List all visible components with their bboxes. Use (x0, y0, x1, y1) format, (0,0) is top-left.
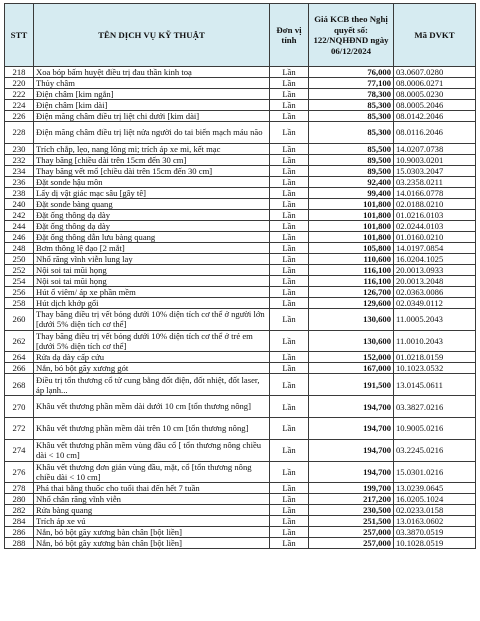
row-service-name: Nắn, bó bột gãy xương bàn chân [bột liền] (34, 527, 270, 538)
header-code: Mã DVKT (394, 4, 476, 67)
row-unit: Lần (270, 308, 309, 330)
table-row (5, 494, 476, 505)
row-service-name: Khâu vết thương phần mềm vùng đầu cổ [ tổn thương nông chiều dài < 10 cm] (34, 439, 270, 461)
row-price: 194,700 (309, 417, 394, 439)
table-row (5, 100, 476, 111)
row-service-name: Khâu vết thương đơn giản vùng đầu, mặt, cổ [tổn thương nông chiều dài < 10 cm] (34, 461, 270, 483)
row-code: 11.0010.2043 (394, 330, 476, 352)
row-code: 08.0005.2046 (394, 100, 476, 111)
row-price: 152,000 (309, 352, 394, 363)
table-row (5, 363, 476, 374)
row-unit: Lần (270, 297, 309, 308)
row-price: 110,600 (309, 253, 394, 264)
row-stt: 244 (5, 220, 34, 231)
row-code: 03.3870.0519 (394, 527, 476, 538)
row-unit: Lần (270, 516, 309, 527)
row-price: 129,600 (309, 297, 394, 308)
row-unit: Lần (270, 538, 309, 549)
row-service-name: Đặt ống thông dạ dày (34, 209, 270, 220)
row-service-name: Khâu vết thương phần mềm dài trên 10 cm [tổn thương nông] (34, 417, 270, 439)
row-unit: Lần (270, 363, 309, 374)
row-price: 101,800 (309, 220, 394, 231)
row-stt: 246 (5, 231, 34, 242)
table-row (5, 439, 476, 461)
row-price: 167,000 (309, 363, 394, 374)
row-unit: Lần (270, 527, 309, 538)
table-row (5, 527, 476, 538)
row-code: 15.0301.0216 (394, 461, 476, 483)
row-code: 03.2358.0211 (394, 176, 476, 187)
row-stt: 268 (5, 374, 34, 396)
row-unit: Lần (270, 242, 309, 253)
table-row (5, 297, 476, 308)
row-price: 85,300 (309, 100, 394, 111)
row-price: 251,500 (309, 516, 394, 527)
row-service-name: Bơm thông lệ đạo [2 mắt] (34, 242, 270, 253)
row-stt: 278 (5, 483, 34, 494)
row-code: 08.0142.2046 (394, 111, 476, 122)
row-unit: Lần (270, 176, 309, 187)
row-code: 14.0197.0854 (394, 242, 476, 253)
row-service-name: Phá thai bằng thuốc cho tuổi thai đến hết 7 tuần (34, 483, 270, 494)
row-code: 03.3827.0216 (394, 396, 476, 418)
table-row (5, 111, 476, 122)
row-unit: Lần (270, 111, 309, 122)
row-unit: Lần (270, 461, 309, 483)
row-stt: 274 (5, 439, 34, 461)
row-service-name: Đặt sonde hậu môn (34, 176, 270, 187)
row-code: 10.9005.0216 (394, 417, 476, 439)
row-stt: 256 (5, 286, 34, 297)
table-row (5, 89, 476, 100)
row-price: 217,200 (309, 494, 394, 505)
row-unit: Lần (270, 154, 309, 165)
row-code: 02.0349.0112 (394, 297, 476, 308)
table-row (5, 122, 476, 144)
header-price: Giá KCB theo Nghị quyết số: 122/NQHĐND ngày 06/12/2024 (309, 4, 394, 67)
row-price: 105,800 (309, 242, 394, 253)
row-stt: 254 (5, 275, 34, 286)
row-code: 13.0163.0602 (394, 516, 476, 527)
row-service-name: Nội soi tai mũi họng (34, 264, 270, 275)
row-stt: 270 (5, 396, 34, 418)
table-row (5, 154, 476, 165)
row-unit: Lần (270, 122, 309, 144)
table-row (5, 198, 476, 209)
table-body (5, 67, 476, 549)
row-stt: 228 (5, 122, 34, 144)
row-stt: 258 (5, 297, 34, 308)
row-unit: Lần (270, 100, 309, 111)
row-stt: 262 (5, 330, 34, 352)
row-price: 78,300 (309, 89, 394, 100)
row-code: 03.2245.0216 (394, 439, 476, 461)
row-stt: 230 (5, 143, 34, 154)
row-unit: Lần (270, 275, 309, 286)
row-code: 13.0145.0611 (394, 374, 476, 396)
row-code: 11.0005.2043 (394, 308, 476, 330)
header-row (5, 4, 476, 67)
row-code: 10.1028.0519 (394, 538, 476, 549)
row-service-name: Thay băng điều trị vết bỏng dưới 10% diện tích cơ thể ở người lớn [dưới 5% diện tích cơ thể] (34, 308, 270, 330)
row-stt: 242 (5, 209, 34, 220)
row-code: 10.9003.0201 (394, 154, 476, 165)
row-price: 199,700 (309, 483, 394, 494)
table-row (5, 231, 476, 242)
row-price: 191,500 (309, 374, 394, 396)
service-price-table (4, 3, 476, 549)
row-unit: Lần (270, 505, 309, 516)
row-price: 126,700 (309, 286, 394, 297)
table-row (5, 242, 476, 253)
table-row (5, 516, 476, 527)
table-row (5, 330, 476, 352)
row-service-name: Trích chắp, lẹo, nang lông mi; trích áp xe mi, kết mạc (34, 143, 270, 154)
row-service-name: Thủy châm (34, 78, 270, 89)
row-price: 99,400 (309, 187, 394, 198)
row-code: 01.0218.0159 (394, 352, 476, 363)
row-unit: Lần (270, 67, 309, 78)
row-service-name: Nắn, bó bột gãy xương gót (34, 363, 270, 374)
table-row (5, 253, 476, 264)
row-price: 77,100 (309, 78, 394, 89)
table-header (5, 4, 476, 67)
row-code: 16.0204.1025 (394, 253, 476, 264)
row-unit: Lần (270, 396, 309, 418)
row-price: 89,500 (309, 165, 394, 176)
table-row (5, 67, 476, 78)
row-service-name: Đặt ống thông dạ dày (34, 220, 270, 231)
row-price: 130,600 (309, 308, 394, 330)
row-stt: 248 (5, 242, 34, 253)
row-unit: Lần (270, 220, 309, 231)
row-stt: 232 (5, 154, 34, 165)
table-row (5, 209, 476, 220)
row-code: 08.0116.2046 (394, 122, 476, 144)
table-row (5, 505, 476, 516)
row-price: 194,700 (309, 439, 394, 461)
row-code: 10.1023.0532 (394, 363, 476, 374)
row-stt: 260 (5, 308, 34, 330)
row-service-name: Nội soi tai mũi họng (34, 275, 270, 286)
row-code: 02.0188.0210 (394, 198, 476, 209)
header-stt: STT (5, 4, 34, 67)
row-service-name: Lấy dị vật giác mạc sâu [gây tê] (34, 187, 270, 198)
row-code: 13.0239.0645 (394, 483, 476, 494)
row-stt: 220 (5, 78, 34, 89)
row-unit: Lần (270, 374, 309, 396)
header-service-name: TÊN DỊCH VỤ KỸ THUẬT (34, 4, 270, 67)
table-row (5, 396, 476, 418)
row-service-name: Rửa bàng quang (34, 505, 270, 516)
row-service-name: Nắn, bó bột gãy xương bàn chân [bột liền] (34, 538, 270, 549)
row-service-name: Nhổ chân răng vĩnh viễn (34, 494, 270, 505)
row-service-name: Thay băng [chiều dài trên 15cm đến 30 cm] (34, 154, 270, 165)
row-code: 03.0607.0280 (394, 67, 476, 78)
row-price: 257,000 (309, 538, 394, 549)
row-unit: Lần (270, 198, 309, 209)
row-service-name: Đặt sonde bàng quang (34, 198, 270, 209)
row-unit: Lần (270, 330, 309, 352)
row-price: 101,800 (309, 231, 394, 242)
row-price: 130,600 (309, 330, 394, 352)
row-unit: Lần (270, 439, 309, 461)
table-row (5, 165, 476, 176)
row-unit: Lần (270, 494, 309, 505)
table-row (5, 275, 476, 286)
row-price: 85,500 (309, 143, 394, 154)
row-service-name: Nhổ răng vĩnh viễn lung lay (34, 253, 270, 264)
row-price: 76,000 (309, 67, 394, 78)
table-row (5, 483, 476, 494)
row-stt: 224 (5, 100, 34, 111)
row-price: 85,300 (309, 122, 394, 144)
row-code: 01.0160.0210 (394, 231, 476, 242)
row-stt: 272 (5, 417, 34, 439)
table-row (5, 143, 476, 154)
row-service-name: Điện châm [kim dài] (34, 100, 270, 111)
row-unit: Lần (270, 143, 309, 154)
row-unit: Lần (270, 417, 309, 439)
row-service-name: Rửa dạ dày cấp cứu (34, 352, 270, 363)
row-unit: Lần (270, 264, 309, 275)
row-stt: 266 (5, 363, 34, 374)
row-unit: Lần (270, 253, 309, 264)
row-code: 08.0006.0271 (394, 78, 476, 89)
row-price: 101,800 (309, 209, 394, 220)
row-service-name: Điện châm [kim ngắn] (34, 89, 270, 100)
table-row (5, 538, 476, 549)
row-stt: 238 (5, 187, 34, 198)
row-service-name: Thay băng điều trị vết bỏng dưới 10% diện tích cơ thể ở trẻ em [dưới 5% diện tích cơ thể] (34, 330, 270, 352)
row-unit: Lần (270, 286, 309, 297)
row-code: 02.0233.0158 (394, 505, 476, 516)
row-code: 16.0205.1024 (394, 494, 476, 505)
row-code: 02.0244.0103 (394, 220, 476, 231)
row-stt: 250 (5, 253, 34, 264)
row-stt: 284 (5, 516, 34, 527)
row-stt: 226 (5, 111, 34, 122)
row-unit: Lần (270, 483, 309, 494)
table-row (5, 187, 476, 198)
row-service-name: Điều trị tổn thương cổ tử cung bằng đốt điện, đốt nhiệt, đốt laser, áp lạnh... (34, 374, 270, 396)
row-stt: 222 (5, 89, 34, 100)
row-stt: 282 (5, 505, 34, 516)
row-stt: 218 (5, 67, 34, 78)
row-stt: 286 (5, 527, 34, 538)
row-price: 194,700 (309, 396, 394, 418)
row-stt: 280 (5, 494, 34, 505)
row-service-name: Điện mãng châm điều trị liệt nửa người do tai biến mạch máu não (34, 122, 270, 144)
row-stt: 264 (5, 352, 34, 363)
row-price: 85,300 (309, 111, 394, 122)
table-row (5, 220, 476, 231)
row-stt: 288 (5, 538, 34, 549)
row-unit: Lần (270, 89, 309, 100)
row-code: 08.0005.0230 (394, 89, 476, 100)
row-service-name: Đặt ống thông dẫn lưu bàng quang (34, 231, 270, 242)
row-price: 101,800 (309, 198, 394, 209)
table-row (5, 417, 476, 439)
row-unit: Lần (270, 78, 309, 89)
row-code: 14.0166.0778 (394, 187, 476, 198)
row-stt: 276 (5, 461, 34, 483)
row-service-name: Hút ổ viêm/ áp xe phần mềm (34, 286, 270, 297)
row-stt: 236 (5, 176, 34, 187)
row-unit: Lần (270, 187, 309, 198)
row-code: 02.0363.0086 (394, 286, 476, 297)
row-unit: Lần (270, 165, 309, 176)
row-service-name: Xoa bóp bấm huyệt điều trị đau thần kinh toạ (34, 67, 270, 78)
row-code: 14.0207.0738 (394, 143, 476, 154)
row-service-name: Khâu vết thương phần mềm dài dưới 10 cm [tổn thương nông] (34, 396, 270, 418)
row-code: 20.0013.2048 (394, 275, 476, 286)
row-service-name: Thay băng vết mổ [chiều dài trên 15cm đến 30 cm] (34, 165, 270, 176)
table-row (5, 264, 476, 275)
row-price: 194,700 (309, 461, 394, 483)
row-price: 92,400 (309, 176, 394, 187)
row-stt: 252 (5, 264, 34, 275)
row-service-name: Trích áp xe vú (34, 516, 270, 527)
row-unit: Lần (270, 231, 309, 242)
header-unit: Đơn vị tính (270, 4, 309, 67)
row-code: 01.0216.0103 (394, 209, 476, 220)
row-price: 116,100 (309, 275, 394, 286)
row-service-name: Điện mãng châm điều trị liệt chi dưới [kim dài] (34, 111, 270, 122)
table-row (5, 352, 476, 363)
row-price: 116,100 (309, 264, 394, 275)
table-row (5, 461, 476, 483)
row-price: 230,500 (309, 505, 394, 516)
row-stt: 240 (5, 198, 34, 209)
table-row (5, 374, 476, 396)
row-unit: Lần (270, 209, 309, 220)
row-service-name: Hút dịch khớp gối (34, 297, 270, 308)
row-price: 257,000 (309, 527, 394, 538)
table-row (5, 308, 476, 330)
row-unit: Lần (270, 352, 309, 363)
row-stt: 234 (5, 165, 34, 176)
table-row (5, 176, 476, 187)
row-code: 15.0303.2047 (394, 165, 476, 176)
table-row (5, 286, 476, 297)
row-price: 89,500 (309, 154, 394, 165)
row-code: 20.0013.0933 (394, 264, 476, 275)
table-row (5, 78, 476, 89)
